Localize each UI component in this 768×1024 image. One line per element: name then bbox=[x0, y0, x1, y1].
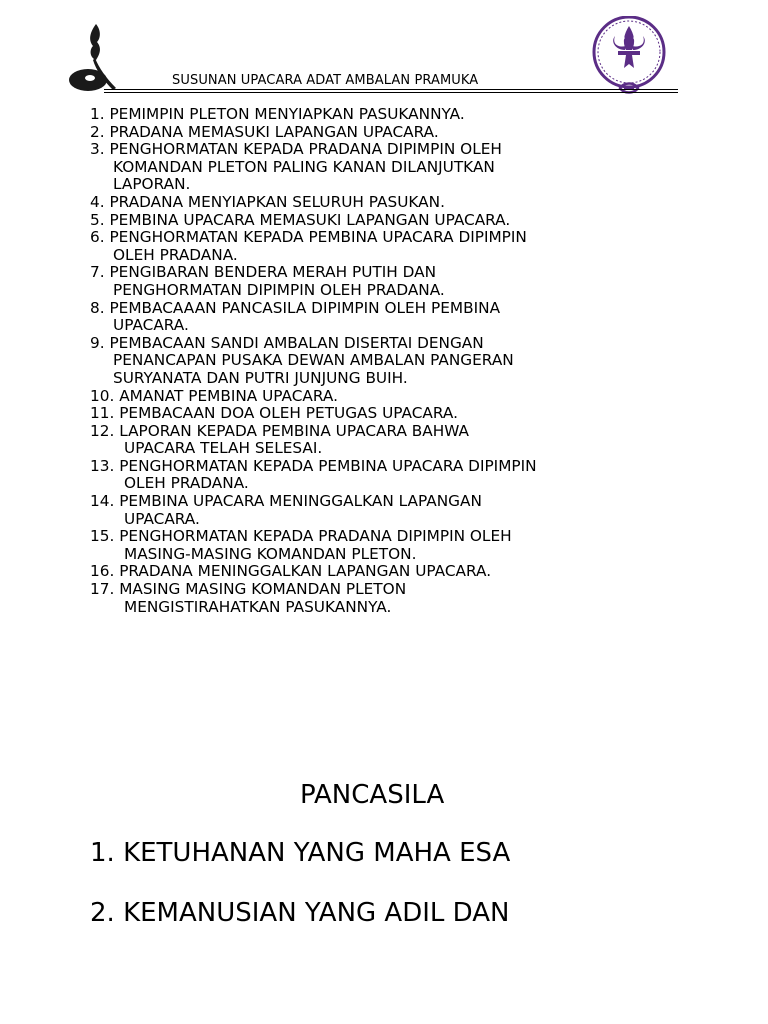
step-text: 9. PEMBACAAN SANDI AMBALAN DISERTAI DENGAN bbox=[90, 333, 484, 352]
step-continuation: UPACARA TELAH SELESAI. bbox=[124, 439, 323, 458]
step-continuation: KOMANDAN PLETON PALING KANAN DILANJUTKAN bbox=[113, 157, 495, 176]
step-text: 10. AMANAT PEMBINA UPACARA. bbox=[90, 386, 338, 405]
step-continuation: UPACARA. bbox=[124, 509, 200, 528]
ceremony-step bbox=[90, 212, 650, 230]
ceremony-step bbox=[90, 423, 650, 458]
step-continuation: PENGHORMATAN DIPIMPIN OLEH PRADANA. bbox=[113, 280, 445, 299]
ceremony-step bbox=[90, 528, 650, 563]
ceremony-step bbox=[90, 563, 650, 581]
header-rule bbox=[104, 89, 678, 90]
pancasila-heading: PANCASILA bbox=[300, 780, 445, 810]
step-text: 6. PENGHORMATAN KEPADA PEMBINA UPACARA DIPIMPIN bbox=[90, 228, 527, 247]
step-text: 11. PEMBACAAN DOA OLEH PETUGAS UPACARA. bbox=[90, 404, 458, 423]
ceremony-step bbox=[90, 124, 650, 142]
step-text: 15. PENGHORMATAN KEPADA PRADANA DIPIMPIN OLEH bbox=[90, 527, 512, 546]
step-text: 2. PRADANA MEMASUKI LAPANGAN UPACARA. bbox=[90, 122, 439, 141]
ceremony-step bbox=[90, 264, 650, 299]
step-text: 17. MASING MASING KOMANDAN PLETON bbox=[90, 580, 407, 599]
step-continuation: MASING-MASING KOMANDAN PLETON. bbox=[124, 544, 417, 563]
pancasila-item: 1. KETUHANAN YANG MAHA ESA bbox=[90, 838, 511, 868]
step-text: 14. PEMBINA UPACARA MENINGGALKAN LAPANGAN bbox=[90, 492, 482, 511]
step-text: 5. PEMBINA UPACARA MEMASUKI LAPANGAN UPACARA. bbox=[90, 210, 511, 229]
step-text: 8. PEMBACAAAN PANCASILA DIPIMPIN OLEH PEMBINA bbox=[90, 298, 501, 317]
world-scout-fleur-de-lis-icon bbox=[588, 16, 672, 98]
step-continuation: SURYANATA DAN PUTRI JUNJUNG BUIH. bbox=[113, 368, 408, 387]
ceremony-step bbox=[90, 405, 650, 423]
step-text: 7. PENGIBARAN BENDERA MERAH PUTIH DAN bbox=[90, 263, 437, 282]
step-text: 13. PENGHORMATAN KEPADA PEMBINA UPACARA DIPIMPIN bbox=[90, 456, 537, 475]
step-text: 16. PRADANA MENINGGALKAN LAPANGAN UPACARA. bbox=[90, 562, 492, 581]
step-text: 12. LAPORAN KEPADA PEMBINA UPACARA BAHWA bbox=[90, 421, 470, 440]
step-continuation: PENANCAPAN PUSAKA DEWAN AMBALAN PANGERAN bbox=[113, 351, 514, 370]
tunas-kelapa-icon bbox=[66, 22, 122, 96]
ceremony-step bbox=[90, 106, 650, 124]
ceremony-step bbox=[90, 141, 650, 194]
step-continuation: UPACARA. bbox=[113, 316, 189, 335]
ceremony-step bbox=[90, 388, 650, 406]
step-text: 4. PRADANA MENYIAPKAN SELURUH PASUKAN. bbox=[90, 192, 445, 211]
ceremony-step bbox=[90, 335, 650, 388]
ceremony-steps-list bbox=[90, 106, 650, 616]
step-text: 1. PEMIMPIN PLETON MENYIAPKAN PASUKANNYA. bbox=[90, 105, 465, 123]
pancasila-item: 2. KEMANUSIAN YANG ADIL DAN bbox=[90, 898, 510, 928]
step-continuation: OLEH PRADANA. bbox=[124, 474, 249, 493]
ceremony-step bbox=[90, 581, 650, 616]
ceremony-step bbox=[90, 300, 650, 335]
step-continuation: MENGISTIRAHATKAN PASUKANNYA. bbox=[124, 597, 392, 616]
document-header-title: SUSUNAN UPACARA ADAT AMBALAN PRAMUKA bbox=[172, 73, 479, 88]
ceremony-step bbox=[90, 229, 650, 264]
step-text: 3. PENGHORMATAN KEPADA PRADANA DIPIMPIN OLEH bbox=[90, 140, 502, 159]
ceremony-step bbox=[90, 493, 650, 528]
step-continuation: OLEH PRADANA. bbox=[113, 245, 238, 264]
ceremony-step bbox=[90, 194, 650, 212]
step-continuation: LAPORAN. bbox=[113, 175, 191, 194]
header-rule bbox=[104, 92, 678, 93]
ceremony-step bbox=[90, 458, 650, 493]
